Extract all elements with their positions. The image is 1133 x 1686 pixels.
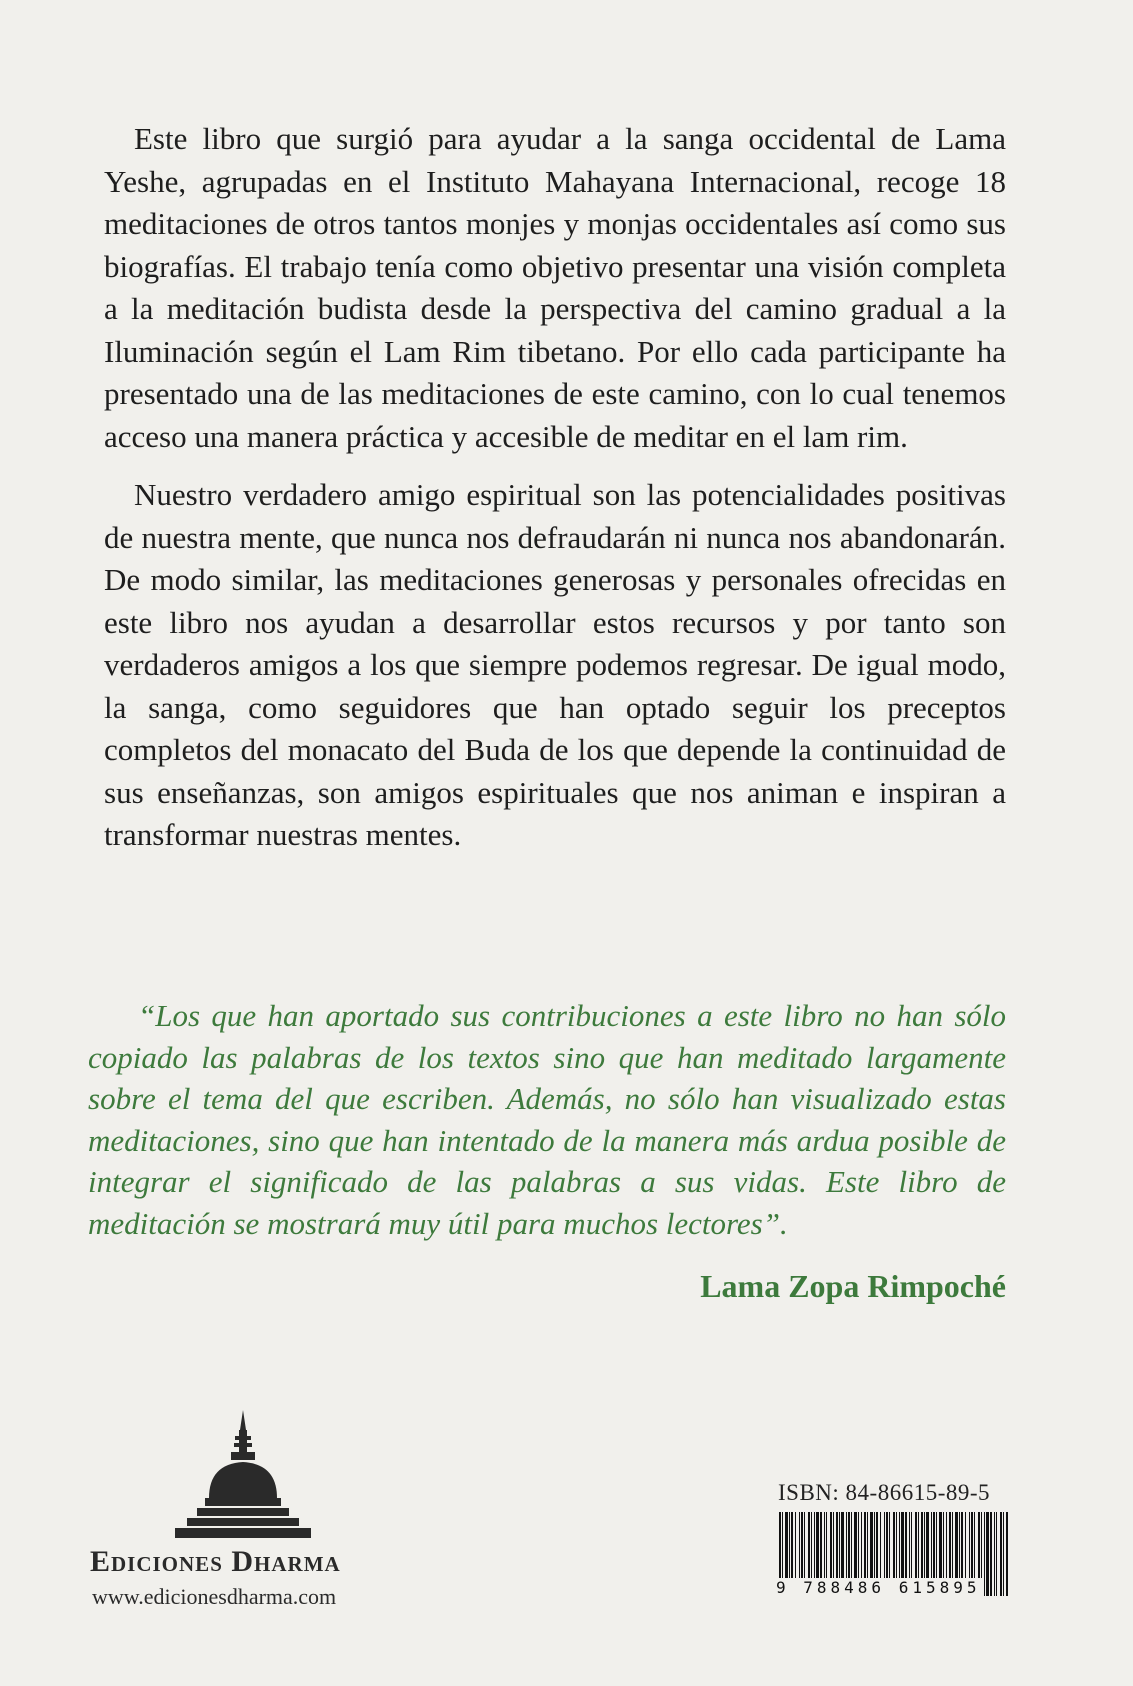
quote-text: “Los que han aportado sus contribuciones a este libro no han sólo copiado las palabras de los textos sino que han meditado largamente sobre el tema del que escriben. Además, no sólo han visualizado estas meditaciones, sino que han intentado de la manera más ardua posible de integrar el significado de las palabras a sus vidas. Este libro de meditación se mostrará muy útil para muchos lectores”.	[88, 998, 1006, 1241]
blurb-quote	[88, 995, 1006, 1244]
publisher-name: Ediciones Dharma	[90, 1545, 341, 1578]
barcode-digits: 9 788486 615895	[776, 1578, 981, 1597]
stupa-icon	[163, 1410, 323, 1540]
isbn-label: ISBN: 84-86615-89-5	[778, 1480, 991, 1505]
description	[104, 118, 1006, 857]
description-paragraph-1: Este libro que surgió para ayudar a la sanga occidental de Lama Yeshe, agrupadas en el Instituto Mahayana Internacional, recoge 18 meditaciones de otros tantos monjes y monjas occidentales así como sus biografías. El trabajo tenía como objetivo presentar una visión completa a la meditación budista desde la perspectiva del camino gradual a la Iluminación según el Lam Rim tibetano. Por ello cada participante ha presentado una de las meditaciones de este camino, con lo cual tenemos acceso una manera práctica y accesible de meditar en el lam rim.	[104, 121, 1006, 454]
publisher-website: www.edicionesdharma.com	[92, 1584, 337, 1609]
description-paragraph-2: Nuestro verdadero amigo espiritual son las potencialidades positivas de nuestra mente, que nunca nos defraudarán ni nunca nos abandonarán. De modo similar, las meditaciones generosas y personales ofrecidas en este libro nos ayudan a desarrollar estos recursos y por tanto son verdaderos amigos a los que siempre podemos regresar. De igual modo, la sanga, como seguidores que han optado seguir los preceptos completos del monacato del Buda de los que depende la continuidad de sus enseñanzas, son amigos espirituales que nos animan e inspiran a transformar nuestras mentes.	[104, 477, 1006, 852]
quote-author: Lama Zopa Rimpoché	[700, 1268, 1006, 1304]
